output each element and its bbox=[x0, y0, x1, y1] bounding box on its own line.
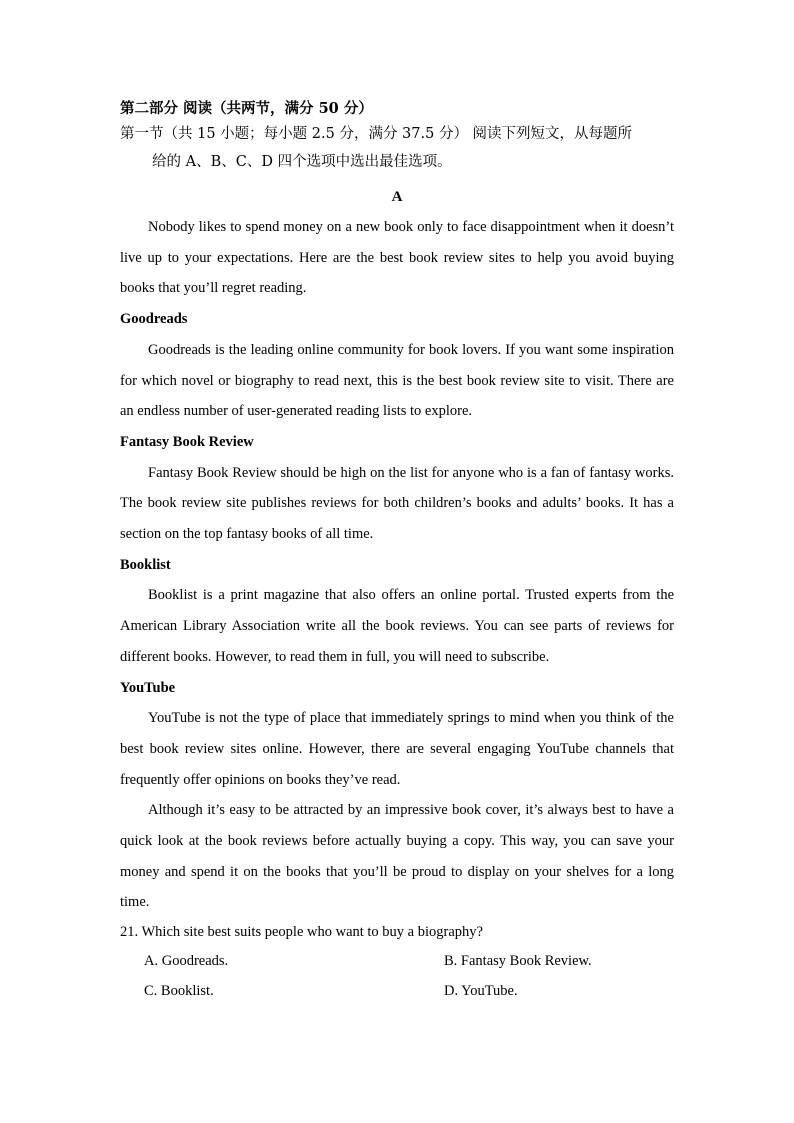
section-title: 第二部分 阅读（共两节，满分 50 分） bbox=[120, 100, 373, 117]
site-text-youtube: YouTube is not the type of place that immediately springs to mind when you think of the best book review sites online. However, there are several engaging YouTube channels that frequently offer opinions on books they’ve read. bbox=[120, 710, 674, 788]
option-a: A. Goodreads. bbox=[144, 953, 229, 970]
passage-intro: Nobody likes to spend money on a new book only to face disappointment when it doesn’t live up to your expectations. Here are the best book review sites to help you avoid buying books that you’ll regret reading. bbox=[120, 219, 674, 297]
instructions-line-1: 第一节（共 15 小题；每小题 2.5 分，满分 37.5 分） 阅读下列短文，从每题所 bbox=[120, 126, 633, 142]
option-c: C. Booklist. bbox=[144, 983, 214, 1000]
question-stem: 21. Which site best suits people who want to buy a biography? bbox=[120, 924, 483, 941]
site-heading-fantasy-book-review: Fantasy Book Review bbox=[120, 433, 254, 450]
site-heading-booklist: Booklist bbox=[120, 556, 171, 573]
site-heading-youtube: YouTube bbox=[120, 679, 176, 696]
document-page bbox=[120, 98, 674, 1006]
site-text-goodreads: Goodreads is the leading online community for book lovers. If you want some inspiration for which novel or biography to read next, this is the best book review site to visit. There are an endless number of user-generated reading lists to explore. bbox=[120, 341, 674, 420]
section-instructions bbox=[120, 120, 674, 176]
answer-options bbox=[120, 946, 674, 1006]
option-d: D. YouTube. bbox=[444, 983, 518, 1000]
passage-label: A bbox=[391, 189, 403, 205]
passage-closing: Although it’s easy to be attracted by an impressive book cover, it’s always best to have a quick look at the book reviews before actually buying a copy. This way, you can save your money and spend it on the books that you’ll be proud to display on your shelves for a long time. bbox=[120, 802, 674, 911]
option-b: B. Fantasy Book Review. bbox=[444, 953, 592, 970]
site-text-booklist: Booklist is a print magazine that also offers an online portal. Trusted experts from the American Library Association write all the book reviews. You can see parts of reviews for different books. However, to read them in full, you will need to subscribe. bbox=[120, 587, 674, 665]
site-text-fantasy-book-review: Fantasy Book Review should be high on the list for anyone who is a fan of fantasy works. The book review site publishes reviews for both children’s books and adults’ books. It has a section on the top fantasy books of all time. bbox=[120, 464, 674, 543]
site-heading-goodreads: Goodreads bbox=[120, 311, 188, 328]
instructions-line-2: 给的 A、B、C、D 四个选项中选出最佳选项。 bbox=[152, 154, 452, 170]
